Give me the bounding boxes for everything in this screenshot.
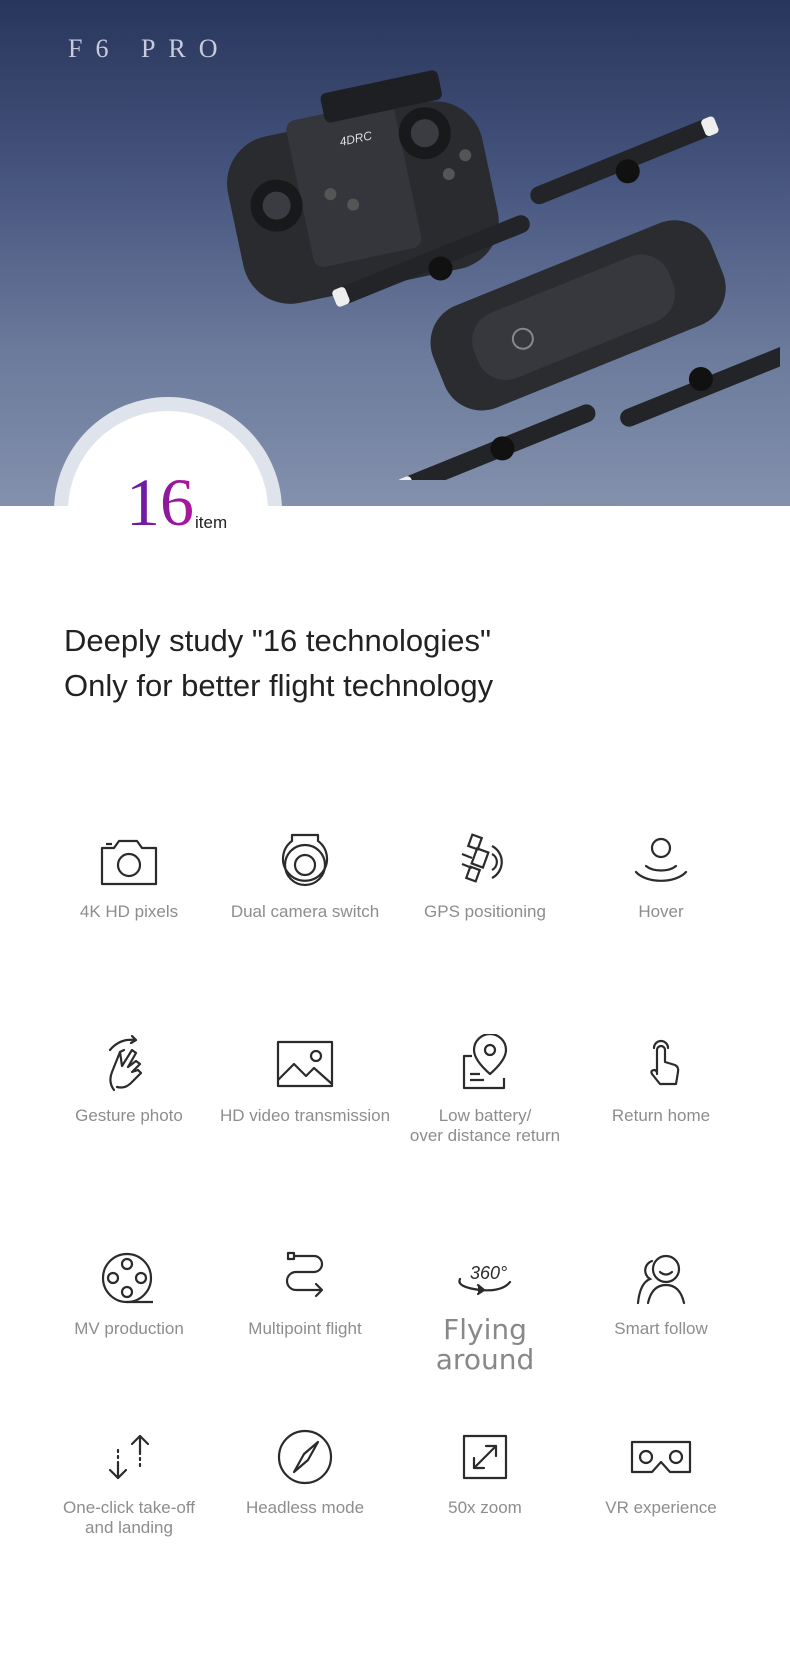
feature-label-2: and landing	[85, 1518, 173, 1537]
feature-low-battery-return	[390, 1034, 580, 1146]
feature-label: 50x zoom	[448, 1498, 522, 1517]
hand-gesture-icon	[94, 1034, 164, 1096]
feature-mv-production	[34, 1247, 224, 1339]
feature-50x-zoom	[390, 1426, 580, 1518]
feature-label: VR experience	[605, 1498, 717, 1517]
feature-dual-camera-switch	[210, 830, 400, 922]
feature-return-home	[566, 1034, 756, 1126]
headline-line-2: Only for better flight technology	[64, 668, 494, 703]
feature-hover	[566, 830, 756, 922]
image-icon	[270, 1034, 340, 1096]
feature-hd-video-transmission	[210, 1034, 400, 1126]
feature-headless-mode	[210, 1426, 400, 1518]
feature-label: Multipoint flight	[248, 1319, 362, 1338]
svg-text:4DRC: 4DRC	[338, 128, 374, 149]
feature-label: One-click take-off	[63, 1498, 195, 1517]
compass-icon	[270, 1426, 340, 1488]
feature-label: Return home	[611, 1106, 711, 1125]
people-icon	[626, 1247, 696, 1309]
feature-label: GPS positioning	[424, 902, 546, 921]
brand-title: F6 PRO	[68, 34, 231, 63]
feature-label: Flying around	[435, 1313, 535, 1376]
route-icon	[270, 1247, 340, 1309]
feature-label: Headless mode	[245, 1498, 365, 1517]
satellite-icon	[450, 830, 520, 892]
feature-multipoint-flight	[210, 1247, 400, 1339]
feature-one-click-takeoff	[34, 1426, 224, 1538]
feature-gps-positioning	[390, 830, 580, 922]
film-reel-icon	[94, 1247, 164, 1309]
badge-unit: item	[195, 513, 228, 532]
camera-icon	[94, 830, 164, 892]
map-pin-icon	[450, 1034, 520, 1096]
feature-4k-hd-pixels	[34, 830, 224, 922]
feature-label: 4K HD pixels	[79, 902, 179, 921]
vr-goggles-icon	[626, 1426, 696, 1488]
feature-label: Low battery/	[438, 1106, 532, 1125]
camera-lens-icon	[270, 830, 340, 892]
feature-label: Hover	[638, 902, 684, 921]
feature-label: MV production	[74, 1319, 184, 1338]
zoom-expand-icon	[450, 1426, 520, 1488]
hover-icon	[626, 830, 696, 892]
feature-smart-follow	[566, 1247, 756, 1339]
rotate-360-icon	[450, 1247, 520, 1309]
feature-label: Smart follow	[614, 1319, 708, 1338]
headline-line-1: Deeply study "16 technologies"	[64, 623, 491, 658]
feature-gesture-photo	[34, 1034, 224, 1126]
feature-label: Gesture photo	[75, 1106, 183, 1125]
feature-label-2: over distance return	[409, 1126, 561, 1145]
badge-number: 16	[126, 464, 194, 540]
svg-text:360°: 360°	[470, 1263, 508, 1283]
feature-flying-around	[390, 1247, 580, 1375]
touch-icon	[626, 1034, 696, 1096]
takeoff-landing-icon	[94, 1426, 164, 1488]
feature-label: HD video transmission	[219, 1106, 391, 1125]
feature-label: Dual camera switch	[230, 902, 380, 921]
feature-vr-experience	[566, 1426, 756, 1518]
